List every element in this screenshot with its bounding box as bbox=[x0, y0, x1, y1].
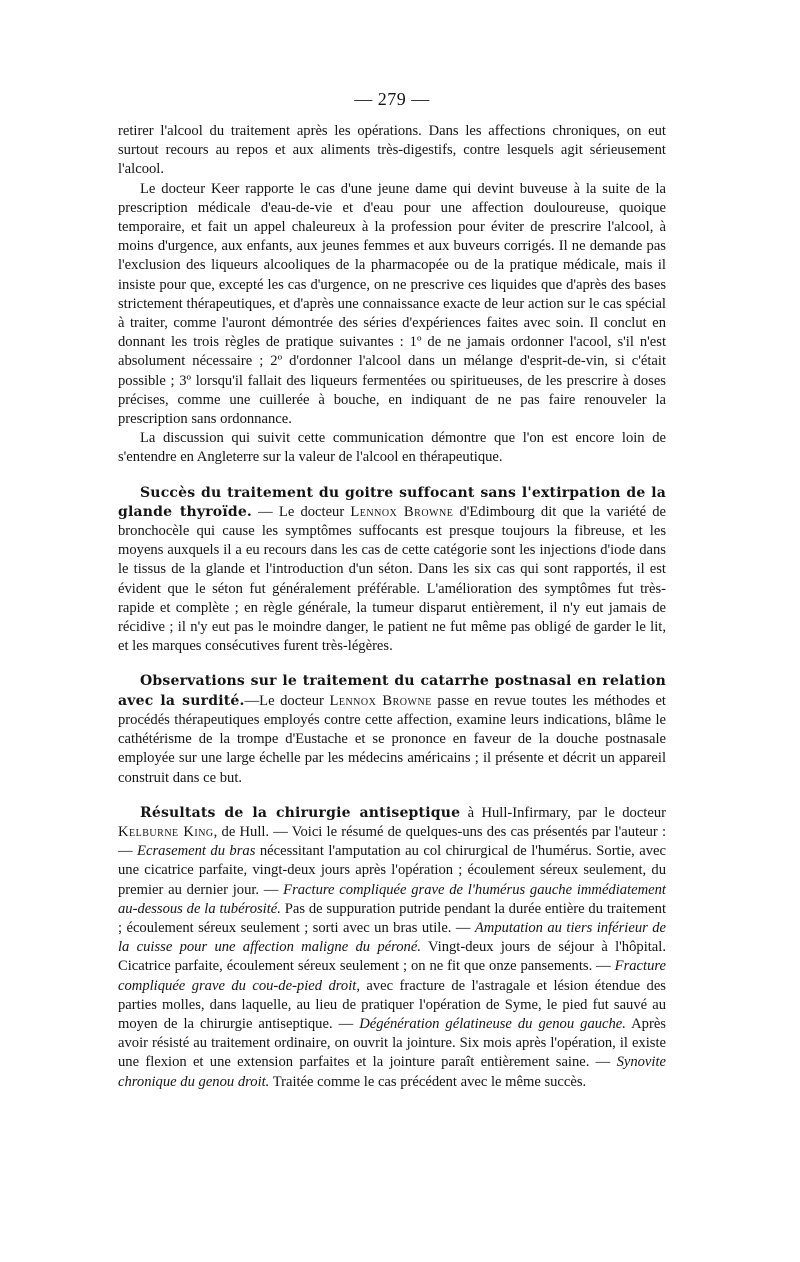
section-catarrhe bbox=[118, 672, 666, 787]
section-chirurgie-text-e: Vingt-deux jours de séjour à l'hôpital. Cicatrice parfaite, écoulement séreux seulement ; on ne fit que onze pansements. — bbox=[118, 939, 666, 975]
section-chirurgie-text-h: Traitée comme le cas précédent avec le même succès. bbox=[269, 1073, 587, 1090]
section-goitre-heading: Succès du traitement du goitre suffocant sans l'extirpation de la glande thyroïde. bbox=[118, 484, 666, 520]
case-degeneration-genou: Dégénération gélatineuse du genou gauche. bbox=[359, 1015, 626, 1032]
intro-paragraph-keer: Le docteur Keer rapporte le cas d'une jeune dame qui devint buveuse à la suite de la prescription médicale d'eau-de-vie et d'eau pour une affection douloureuse, quoique temporaire, et fait un appel chaleureux à la profession pour éviter de prescrire l'alcool, à moins d'urgence, aux enfants, aux jeunes femmes et aux buveurs corrigés. Il ne demande pas l'exclusion des liqueurs alcooliques de la pharmacopée ou de la pratique médicale, mais il insiste pour que, excepté les cas d'urgence, on ne prescrive ces liquides que d'après des bases strictement thérapeutiques, et d'après une connaissance exacte de leur action sur le cas spécial à traiter, comme l'auront démontrée des séries d'expériences faites avec soin. Il conclut en donnant les trois règles de pratique suivantes : 1º de ne jamais ordonner l'acool, s'il n'est absolument nécessaire ; 2º d'ordonner l'alcool dans un mélange d'esprit-de-vin, si c'était possible ; 3º lorsqu'il fallait des liqueurs fermentées ou spiritueuses, de les prescrire à doses précises, comme une cuillerée à bouche, en indiquant de ne pas faire renouveler la prescription sans ordonnance. bbox=[118, 180, 666, 428]
case-ecrasement-bras: Ecrasement du bras bbox=[137, 843, 256, 860]
section-chirurgie-paragraph bbox=[118, 804, 666, 1092]
section-goitre-text-b: d'Edimbourg dit que la variété de bronchocèle qui cause les symptômes suffocants est presque toujours la fibreuse, et les moyens auxquels il a eu recours dans les cas de cette catégorie sont les injections d'iode dans le tissus de la glande et l'introduction d'un séton. Dans les six cas qui sont rapportés, il est évident que le séton fut généralement préférable. L'amélioration des symptômes fut très-rapide et complète ; en règle générale, la tumeur disparut entièrement, il n'y eut jamais de récidive ; il n'y eut pas le moindre danger, le patient ne fut même pas obligé de garder le lit, et les marques consécutives furent très-légères. bbox=[118, 503, 667, 655]
section-chirurgie-text-b: , de Hull. — Voici le résumé de quelques-uns des cas présentés par l'auteur : — bbox=[118, 823, 667, 860]
section-chirurgie-text-f: avec fracture de l'astragale et lésion étendue des parties molles, dans laquelle, au lieu de pratiquer l'opération de Syme, le pied fut sauvé au moyen de la chirurgie antiseptique. — bbox=[118, 977, 666, 1032]
section-chirurgie bbox=[118, 804, 666, 1092]
document-page bbox=[118, 88, 666, 1092]
case-amputation-cuisse: Amputation au tiers inférieur de la cuisse pour une affection maligne du péroné. bbox=[118, 919, 666, 956]
section-goitre-author: Lennox Browne bbox=[350, 503, 454, 520]
section-chirurgie-text-d: Pas de suppuration putride pendant la durée entière du traitement ; écoulement séreux seulement ; sorti avec un bras utile. — bbox=[118, 900, 666, 936]
page-number: — 279 — bbox=[354, 89, 430, 109]
section-goitre-paragraph bbox=[118, 484, 666, 657]
section-chirurgie-author: Kelburne King bbox=[118, 823, 214, 840]
section-catarrhe-heading: Observations sur le traitement du catarrhe postnasal en relation avec la surdité. bbox=[118, 673, 666, 709]
section-chirurgie-heading: Résultats de la chirurgie antiseptique bbox=[140, 804, 461, 821]
case-synovite-genou: Synovite chronique du genou droit. bbox=[118, 1054, 666, 1090]
section-catarrhe-text-a: —Le docteur bbox=[244, 692, 330, 709]
section-catarrhe-text-b: passe en revue toutes les méthodes et procédés thérapeutiques employés contre cette affection, examine leurs indications, blâme le cathétérisme de la trompe d'Eustache et se prononce en faveur de la douche postnasale employée sur une large échelle par les médecins américains ; il présente et décrit un appareil construit dans ce but. bbox=[118, 692, 666, 786]
case-fracture-humerus: Fracture compliquée grave de l'humérus gauche immédiatement au-dessous de la tubérosité. bbox=[118, 881, 666, 917]
section-goitre-text-a: — Le docteur bbox=[252, 503, 351, 520]
section-catarrhe-paragraph bbox=[118, 672, 666, 787]
section-catarrhe-author: Lennox Browne bbox=[329, 692, 432, 709]
intro-paragraph-discussion: La discussion qui suivit cette communication démontre que l'on est encore loin de s'entendre en Angleterre sur la valeur de l'alcool en thérapeutique. bbox=[118, 430, 666, 466]
section-chirurgie-text-c: nécessitant l'amputation au col chirurgical de l'humérus. Sortie, avec une cicatrice parfaite, vingt-deux jours après l'opération ; écoulement séreux seulement, du premier au dernier jour. — bbox=[118, 843, 666, 898]
section-goitre bbox=[118, 484, 666, 657]
case-fracture-cou-de-pied: Fracture compliquée grave du cou-de-pied droit, bbox=[118, 958, 666, 994]
intro-paragraph-continuation: retirer l'alcool du traitement après les opérations. Dans les affections chroniques, on eut surtout recours au repos et aux aliments très-digestifs, contre lesquels agit sérieusement l'alcool. bbox=[118, 123, 666, 178]
section-chirurgie-text-a: à Hull-Infirmary, par le docteur bbox=[460, 804, 666, 821]
section-chirurgie-text-g: Après avoir résisté au traitement ordinaire, on ouvrit la jointure. Six mois après l'opération, il existe une flexion et une extension parfaites et la jointure paraît entièrement saine. — bbox=[118, 1015, 666, 1071]
